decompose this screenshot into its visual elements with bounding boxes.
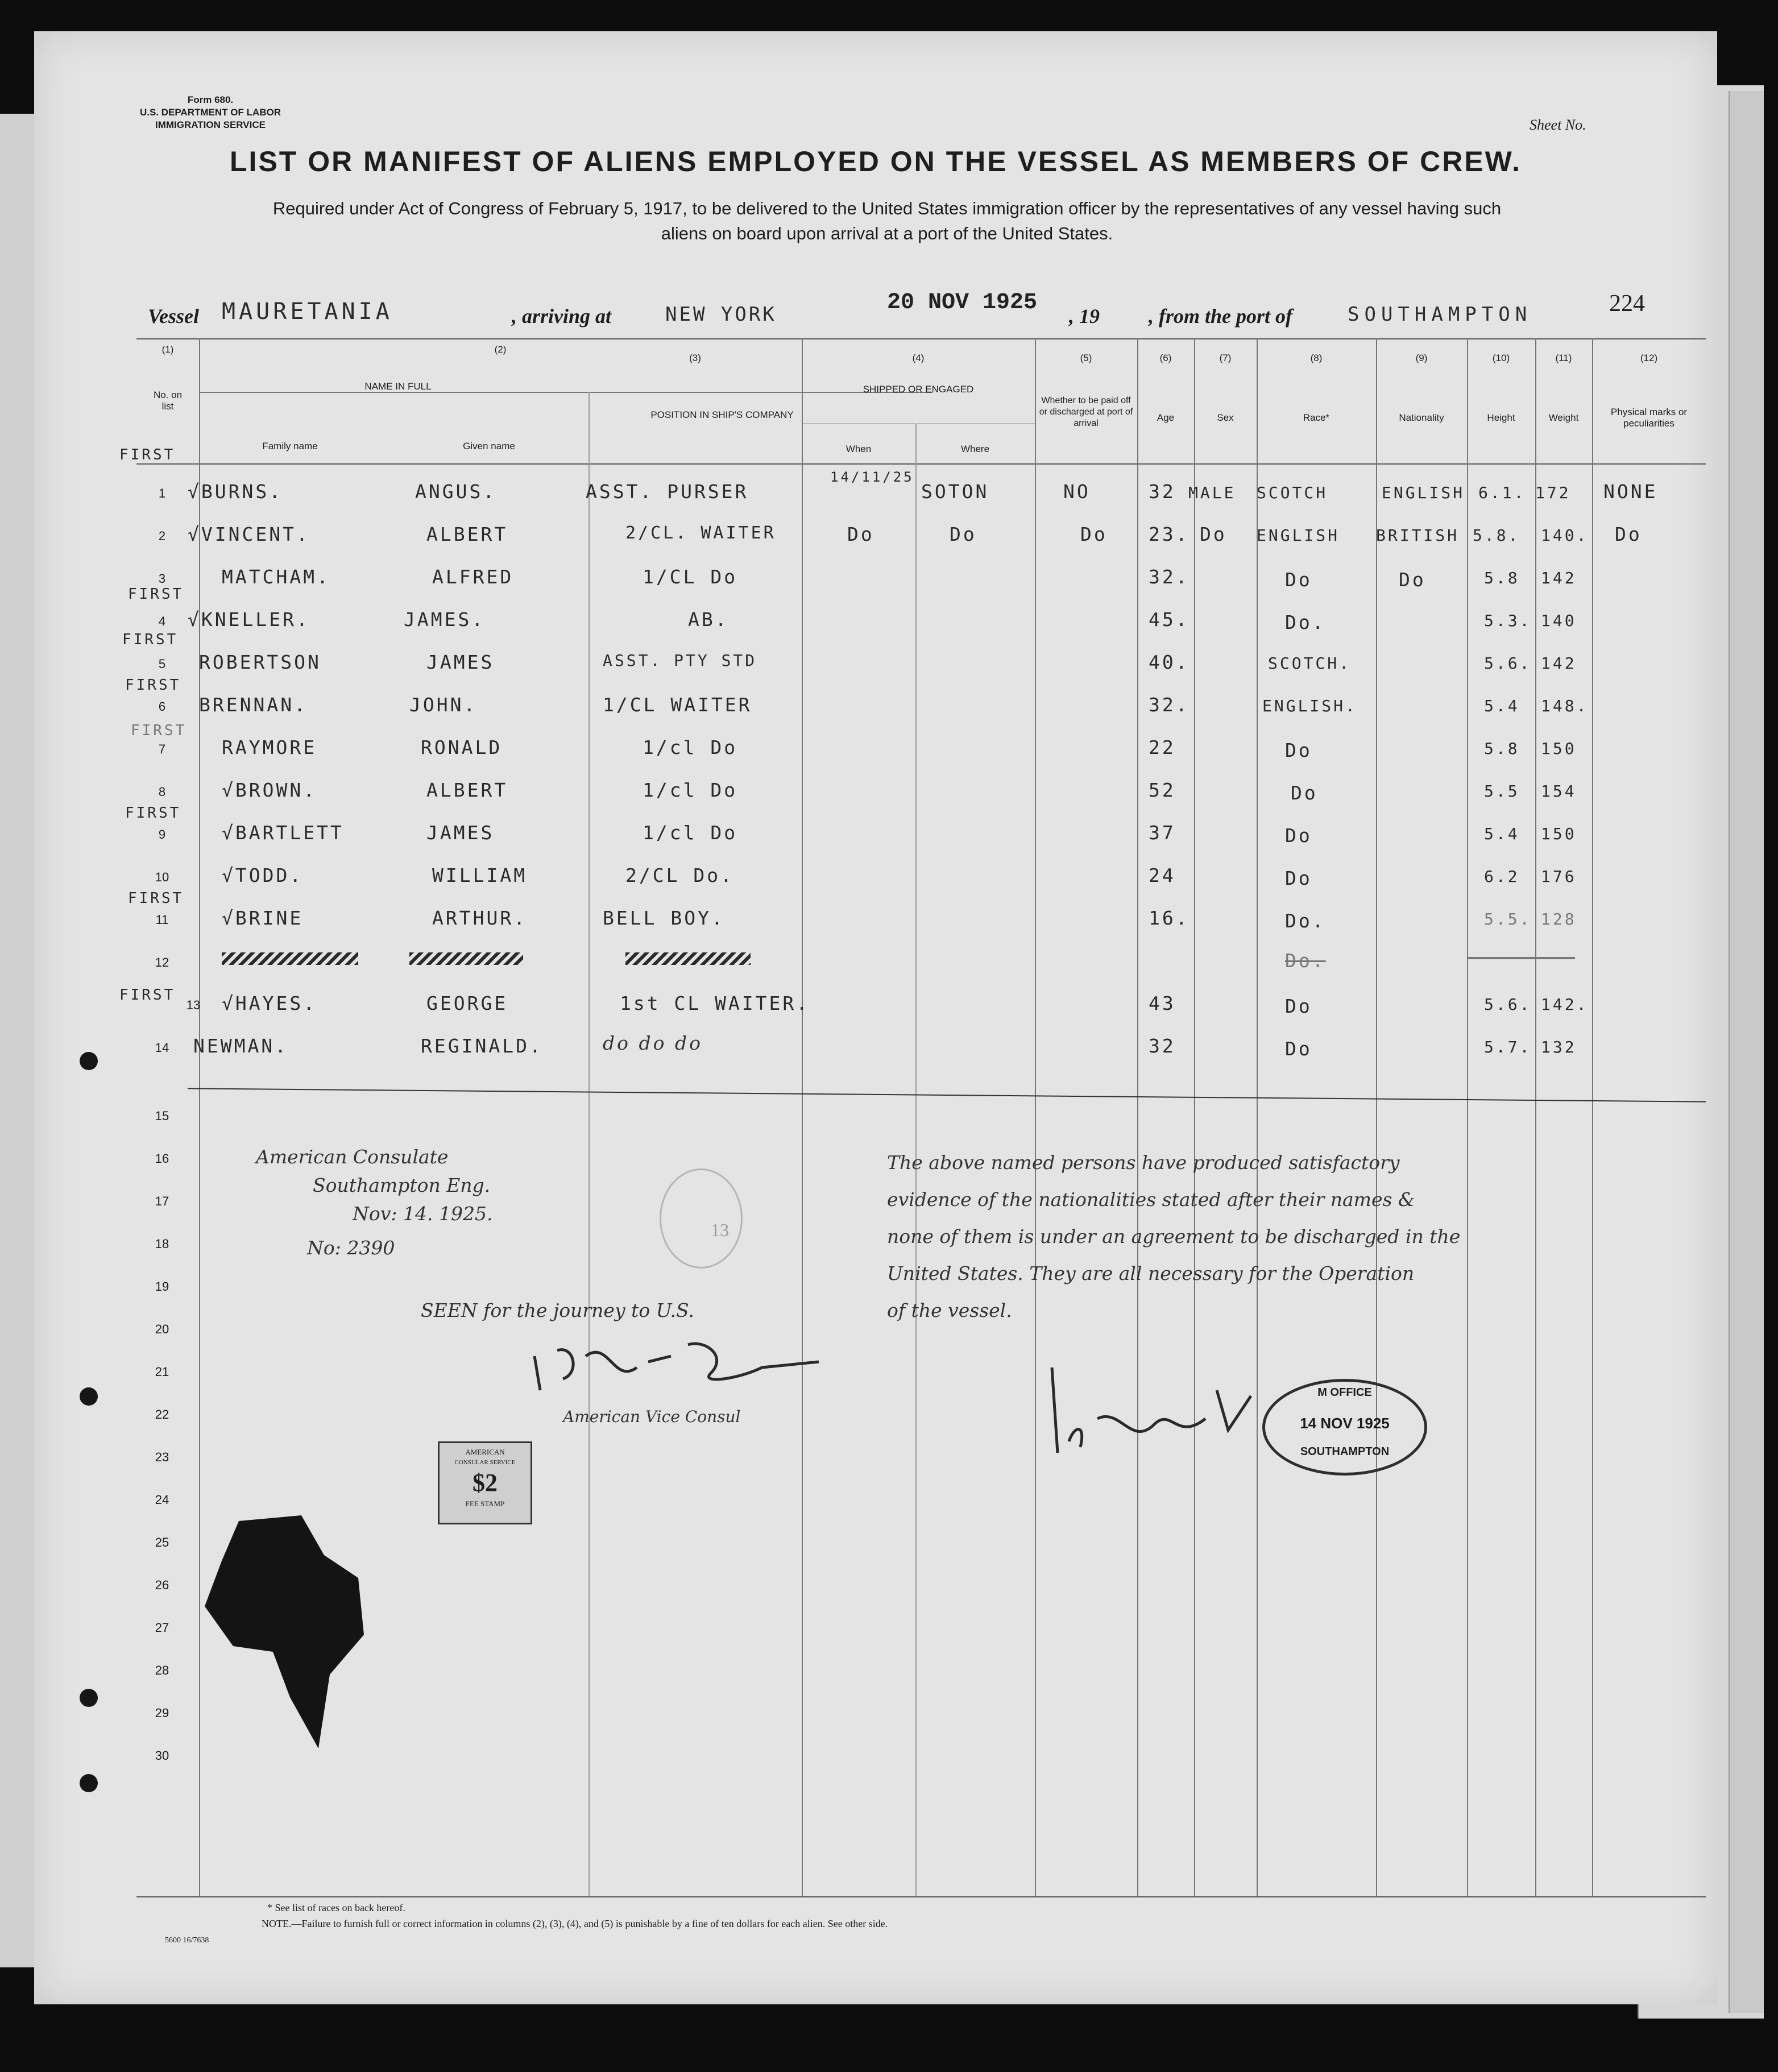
race: SCOTCH. <box>1268 654 1352 673</box>
given-name: ARTHUR. <box>432 907 528 929</box>
col-num-3: (3) <box>689 353 701 363</box>
form-number: Form 680. <box>187 94 234 105</box>
family-name: √VINCENT. <box>188 523 310 545</box>
height: 6.2 <box>1484 867 1520 886</box>
row-number: 21 <box>155 1365 169 1379</box>
race: Do <box>1285 867 1312 889</box>
race-footnote: * See list of races on back hereof. <box>267 1902 405 1913</box>
col-num-8: (8) <box>1310 353 1323 363</box>
vessel-label: Vessel <box>148 305 199 328</box>
wax-seal <box>188 1510 375 1760</box>
shipped-where: SOTON <box>921 480 989 503</box>
family-name: NEWMAN. <box>193 1035 289 1057</box>
height: 6.1. <box>1478 483 1526 502</box>
family-name: ROBERTSON <box>199 651 321 673</box>
fee-stamp-bottom: FEE STAMP <box>465 1499 505 1508</box>
family-name: √KNELLER. <box>188 608 310 631</box>
weight: 142 <box>1541 654 1577 673</box>
table-top-rule <box>136 338 1706 339</box>
arrival-date-stamp: 20 NOV 1925 <box>887 290 1038 316</box>
header-given-name: Given name <box>463 441 515 451</box>
given-name: JAMES <box>426 651 495 673</box>
position: 1/cl Do <box>643 779 738 801</box>
row-number: 12 <box>155 955 169 969</box>
sex: Do <box>1200 523 1227 545</box>
col-divider <box>802 338 803 1896</box>
age: 24 <box>1149 864 1176 886</box>
row-number: 15 <box>155 1109 169 1123</box>
family-name: √BURNS. <box>188 480 283 503</box>
first-class-mark: FIRST <box>122 631 179 648</box>
age: 32 <box>1149 1035 1176 1057</box>
declaration-line-3: none of them is under an agreement to be discharged in the <box>887 1225 1461 1248</box>
age: 16. <box>1149 907 1190 929</box>
race: Do <box>1285 739 1312 761</box>
position: 1/cl Do <box>643 822 738 844</box>
age: 45. <box>1149 608 1190 631</box>
weight: 150 <box>1541 824 1577 843</box>
department: U.S. DEPARTMENT OF LABOR <box>139 107 281 118</box>
given-name: JOHN. <box>409 694 478 716</box>
col-divider <box>1376 338 1377 1896</box>
end-of-entries-line <box>188 1088 1706 1102</box>
from-port-label: , from the port of <box>1149 305 1293 328</box>
row-number: 8 <box>158 785 166 799</box>
struck-out-family-name <box>222 952 358 965</box>
header-when: When <box>846 444 872 454</box>
height: 5.5 <box>1484 782 1520 801</box>
fee-stamp-top: AMERICAN <box>465 1448 505 1456</box>
race: Do. <box>1285 950 1326 972</box>
row-number: 30 <box>155 1748 169 1763</box>
arriving-label: , arriving at <box>512 305 612 328</box>
race: Do <box>1285 824 1312 847</box>
race: Do. <box>1285 910 1326 932</box>
col-num-6: (6) <box>1159 353 1172 363</box>
vice-consul-title: American Vice Consul <box>563 1407 741 1426</box>
col-num-9: (9) <box>1415 353 1428 363</box>
height: 5.4 <box>1484 824 1520 843</box>
race: Do <box>1285 995 1312 1017</box>
paid-off: Do <box>1080 523 1108 545</box>
seal-date: 14 NOV 1925 <box>1300 1415 1390 1432</box>
row-number: 7 <box>158 742 166 756</box>
family-name: √BRINE <box>222 907 304 929</box>
weight: 154 <box>1541 782 1577 801</box>
col-divider <box>1467 338 1468 1896</box>
row-number: 11 <box>155 913 169 927</box>
given-name: ALBERT <box>426 523 508 545</box>
family-name: √TODD. <box>222 864 304 886</box>
family-name: RAYMORE <box>222 736 317 759</box>
declaration-line-4: United States. They are all necessary for the Operation <box>887 1262 1415 1284</box>
backing-page-edge <box>1729 91 1764 2013</box>
col-divider <box>588 392 590 1896</box>
position: AB. <box>688 608 729 631</box>
punch-hole <box>80 1689 98 1707</box>
row-number: 5 <box>158 657 166 671</box>
year-label: , 19 <box>1069 305 1100 328</box>
first-class-mark: FIRST <box>125 805 181 822</box>
row-number: 20 <box>155 1322 169 1336</box>
row-number: 25 <box>155 1535 169 1549</box>
row-number: 24 <box>155 1493 169 1507</box>
row-number: 26 <box>155 1578 169 1592</box>
row-number: 27 <box>155 1621 169 1635</box>
col-divider <box>1592 338 1593 1896</box>
height: 5.6. <box>1484 995 1532 1014</box>
height: 5.4 <box>1484 697 1520 715</box>
height: 5.7. <box>1484 1038 1532 1056</box>
height: 5.3. <box>1484 611 1532 630</box>
punch-hole <box>80 1387 98 1406</box>
header-sex: Sex <box>1217 412 1234 423</box>
col-num-12: (12) <box>1640 353 1658 363</box>
weight: 148. <box>1541 697 1589 715</box>
table-bottom-rule <box>136 1896 1706 1897</box>
first-class-mark: FIRST <box>128 890 184 907</box>
weight: 140. <box>1541 526 1589 545</box>
first-class-mark: FIRST <box>119 987 176 1004</box>
print-code: 5600 16/7638 <box>165 1936 209 1945</box>
family-name: BRENNAN. <box>199 694 308 716</box>
race: Do <box>1291 782 1318 804</box>
weight: 150 <box>1541 739 1577 758</box>
shipped-when: 14/11/25 <box>830 469 914 485</box>
weight: 142 <box>1541 569 1577 587</box>
col-num-11: (11) <box>1555 353 1572 363</box>
race: ENGLISH <box>1257 526 1340 545</box>
given-name: WILLIAM <box>432 864 528 886</box>
position: 2/CL. WAITER <box>625 523 776 543</box>
struck-out-measurements <box>1467 957 1575 959</box>
first-class-mark: FIRST <box>119 446 176 463</box>
physical-marks: Do <box>1615 523 1642 545</box>
weight: 172 <box>1535 483 1571 502</box>
given-name: JAMES <box>426 822 495 844</box>
row-number: 9 <box>158 827 166 842</box>
position: 1/cl Do <box>643 736 738 759</box>
age: 43 <box>1149 992 1176 1014</box>
given-name: RONALD <box>421 736 503 759</box>
declaration-line-1: The above named persons have produced satisfactory <box>887 1151 1400 1174</box>
penalty-note: NOTE.—Failure to furnish full or correct information in columns (2), (3), (4), and (5) is punishable by a fine of ten dollars for each alien. See other side. <box>262 1918 888 1929</box>
header-family-name: Family name <box>262 441 318 451</box>
race: Do. <box>1285 611 1326 633</box>
row-number: 4 <box>158 614 166 628</box>
given-name: ANGUS. <box>415 480 497 503</box>
col-num-2: (2) <box>494 344 507 355</box>
weight: 132 <box>1541 1038 1577 1056</box>
col-num-10: (10) <box>1492 353 1510 363</box>
faint-consular-stamp <box>660 1168 743 1269</box>
manifest-sheet <box>34 31 1717 2004</box>
vessel-name: MAURETANIA <box>222 299 393 325</box>
col-num-5: (5) <box>1080 353 1092 363</box>
row-number: 18 <box>155 1237 169 1251</box>
struck-out-position <box>625 952 751 965</box>
position: 2/CL Do. <box>625 864 734 886</box>
race: Do <box>1285 569 1312 591</box>
header-nationality: Nationality <box>1399 412 1444 423</box>
row-number: 16 <box>155 1151 169 1166</box>
consulate-line-3: Nov: 14. 1925. <box>353 1203 493 1225</box>
col-num-4: (4) <box>912 353 925 363</box>
consulate-line-1: American Consulate <box>256 1146 449 1168</box>
col-divider <box>1035 338 1036 1896</box>
age: 37 <box>1149 822 1176 844</box>
row-number: 2 <box>158 529 166 543</box>
height: 5.5. <box>1484 910 1532 929</box>
position: BELL BOY. <box>603 907 725 929</box>
nationality: BRITISH <box>1376 526 1460 545</box>
first-class-mark: FIRST <box>131 722 187 739</box>
sheet-number-label: Sheet No. <box>1530 117 1586 133</box>
page-title: LIST OR MANIFEST OF ALIENS EMPLOYED ON THE VESSEL AS MEMBERS OF CREW. <box>230 146 1522 177</box>
physical-marks: NONE <box>1603 480 1658 503</box>
header-position: POSITION IN SHIP'S COMPANY <box>650 409 794 420</box>
position: 1/CL WAITER <box>603 694 752 716</box>
immigration-office-seal <box>1262 1379 1427 1476</box>
seal-bottom-text: SOUTHAMPTON <box>1300 1445 1390 1458</box>
position: ASST. PTY STD <box>603 651 757 670</box>
first-class-mark: FIRST <box>125 677 181 694</box>
service: IMMIGRATION SERVICE <box>155 119 266 130</box>
punch-hole <box>80 1774 98 1792</box>
family-name: √BARTLETT <box>222 822 344 844</box>
given-name: ALBERT <box>426 779 508 801</box>
row-number: 3 <box>158 571 166 586</box>
vice-consul-signature <box>523 1322 842 1402</box>
fee-stamp-mid: CONSULAR SERVICE <box>454 1459 516 1466</box>
page-subtitle <box>119 196 1655 246</box>
height: 5.8 <box>1484 569 1520 587</box>
header-age: Age <box>1157 412 1175 423</box>
col-divider <box>1137 338 1138 1896</box>
weight: 128 <box>1541 910 1577 929</box>
header-where: Where <box>960 444 990 454</box>
age: 32. <box>1149 694 1190 716</box>
seal-top-text: M OFFICE <box>1317 1386 1372 1399</box>
family-name: √BROWN. <box>222 779 317 801</box>
height: 5.6. <box>1484 654 1532 673</box>
position: 1st CL WAITER. <box>620 992 810 1014</box>
height: 5.8 <box>1484 739 1520 758</box>
nationality: ENGLISH <box>1382 483 1465 502</box>
race: ENGLISH. <box>1262 697 1357 715</box>
declaration-line-5: of the vessel. <box>887 1299 1012 1321</box>
fee-stamp-value: $2 <box>473 1469 498 1497</box>
row-number: 1 <box>158 486 166 500</box>
header-shipped: SHIPPED OR ENGAGED <box>863 384 974 395</box>
row-number: 17 <box>155 1194 169 1208</box>
position: ASST. PURSER <box>586 480 749 503</box>
header-height: Height <box>1487 412 1515 423</box>
row-number: 28 <box>155 1663 169 1677</box>
given-name: ALFRED <box>432 566 514 588</box>
punch-hole <box>80 1052 98 1070</box>
row-number: 14 <box>155 1041 169 1055</box>
age: 32. <box>1149 566 1190 588</box>
race: Do <box>1285 1038 1312 1060</box>
row-number: 6 <box>158 699 166 714</box>
arriving-port: NEW YORK <box>665 303 777 326</box>
family-name: √HAYES. <box>222 992 317 1014</box>
seen-for-journey: SEEN for the journey to U.S. <box>421 1299 694 1321</box>
col-divider <box>1535 338 1536 1896</box>
shipped-where: Do <box>950 523 977 545</box>
height: 5.8. <box>1473 526 1520 545</box>
age: 32 <box>1149 480 1176 503</box>
weight: 140 <box>1541 611 1577 630</box>
row-number: 29 <box>155 1706 169 1720</box>
header-paid-off: Whether to be paid off or discharged at port of arrival <box>1039 396 1133 428</box>
row-number: 23 <box>155 1450 169 1464</box>
row-number: 10 <box>155 870 169 884</box>
col-divider <box>1194 338 1195 1896</box>
consular-fee-stamp <box>438 1441 532 1524</box>
given-name: JAMES. <box>404 608 486 631</box>
consulate-number: No: 2390 <box>307 1237 395 1259</box>
age: 23. <box>1149 523 1190 545</box>
nationality: Do <box>1399 569 1426 591</box>
family-name: MATCHAM. <box>222 566 330 588</box>
page-number: 224 <box>1609 291 1645 317</box>
header-physical-marks: Physical marks or peculiarities <box>1610 407 1688 429</box>
given-name: GEORGE <box>426 992 508 1014</box>
row-number: 22 <box>155 1407 169 1422</box>
age: 40. <box>1149 651 1190 673</box>
form-identifier <box>119 94 301 131</box>
position: 1/CL Do <box>643 566 738 588</box>
col-divider <box>1257 338 1258 1896</box>
given-name: REGINALD. <box>421 1035 543 1057</box>
first-class-mark: FIRST <box>128 586 184 603</box>
shipped-when: Do <box>847 523 875 545</box>
consulate-line-2: Southampton Eng. <box>313 1174 491 1196</box>
sex: MALE <box>1188 483 1236 502</box>
declaration-line-2: evidence of the nationalities stated after their names & <box>887 1188 1415 1211</box>
paid-off: NO <box>1063 480 1091 503</box>
header-race: Race* <box>1303 412 1330 423</box>
weight: 176 <box>1541 867 1577 886</box>
master-signature <box>1035 1356 1274 1458</box>
struck-out-given-name <box>409 952 523 965</box>
header-bottom-rule <box>136 463 1706 465</box>
age: 52 <box>1149 779 1176 801</box>
race: SCOTCH <box>1257 483 1328 502</box>
departure-port: SOUTHAMPTON <box>1348 303 1532 326</box>
subtitle-line-1: Required under Act of Congress of February 5, 1917, to be delivered to the United States immigration officer by the representatives of any vessel having such <box>272 198 1502 218</box>
row-number: 19 <box>155 1279 169 1294</box>
row-number: 13 <box>186 998 201 1012</box>
weight: 142. <box>1541 995 1589 1014</box>
position: do do do <box>603 1032 703 1054</box>
col-num-1: (1) <box>161 344 174 355</box>
header-no-on-list: No. on list <box>153 389 183 412</box>
header-name-in-full: NAME IN FULL <box>364 381 432 392</box>
col-num-7: (7) <box>1219 353 1232 363</box>
subtitle-line-2: aliens on board upon arrival at a port of the United States. <box>661 223 1113 243</box>
faint-stamp-number: 13 <box>711 1220 729 1240</box>
age: 22 <box>1149 736 1176 759</box>
header-weight: Weight <box>1548 412 1579 423</box>
